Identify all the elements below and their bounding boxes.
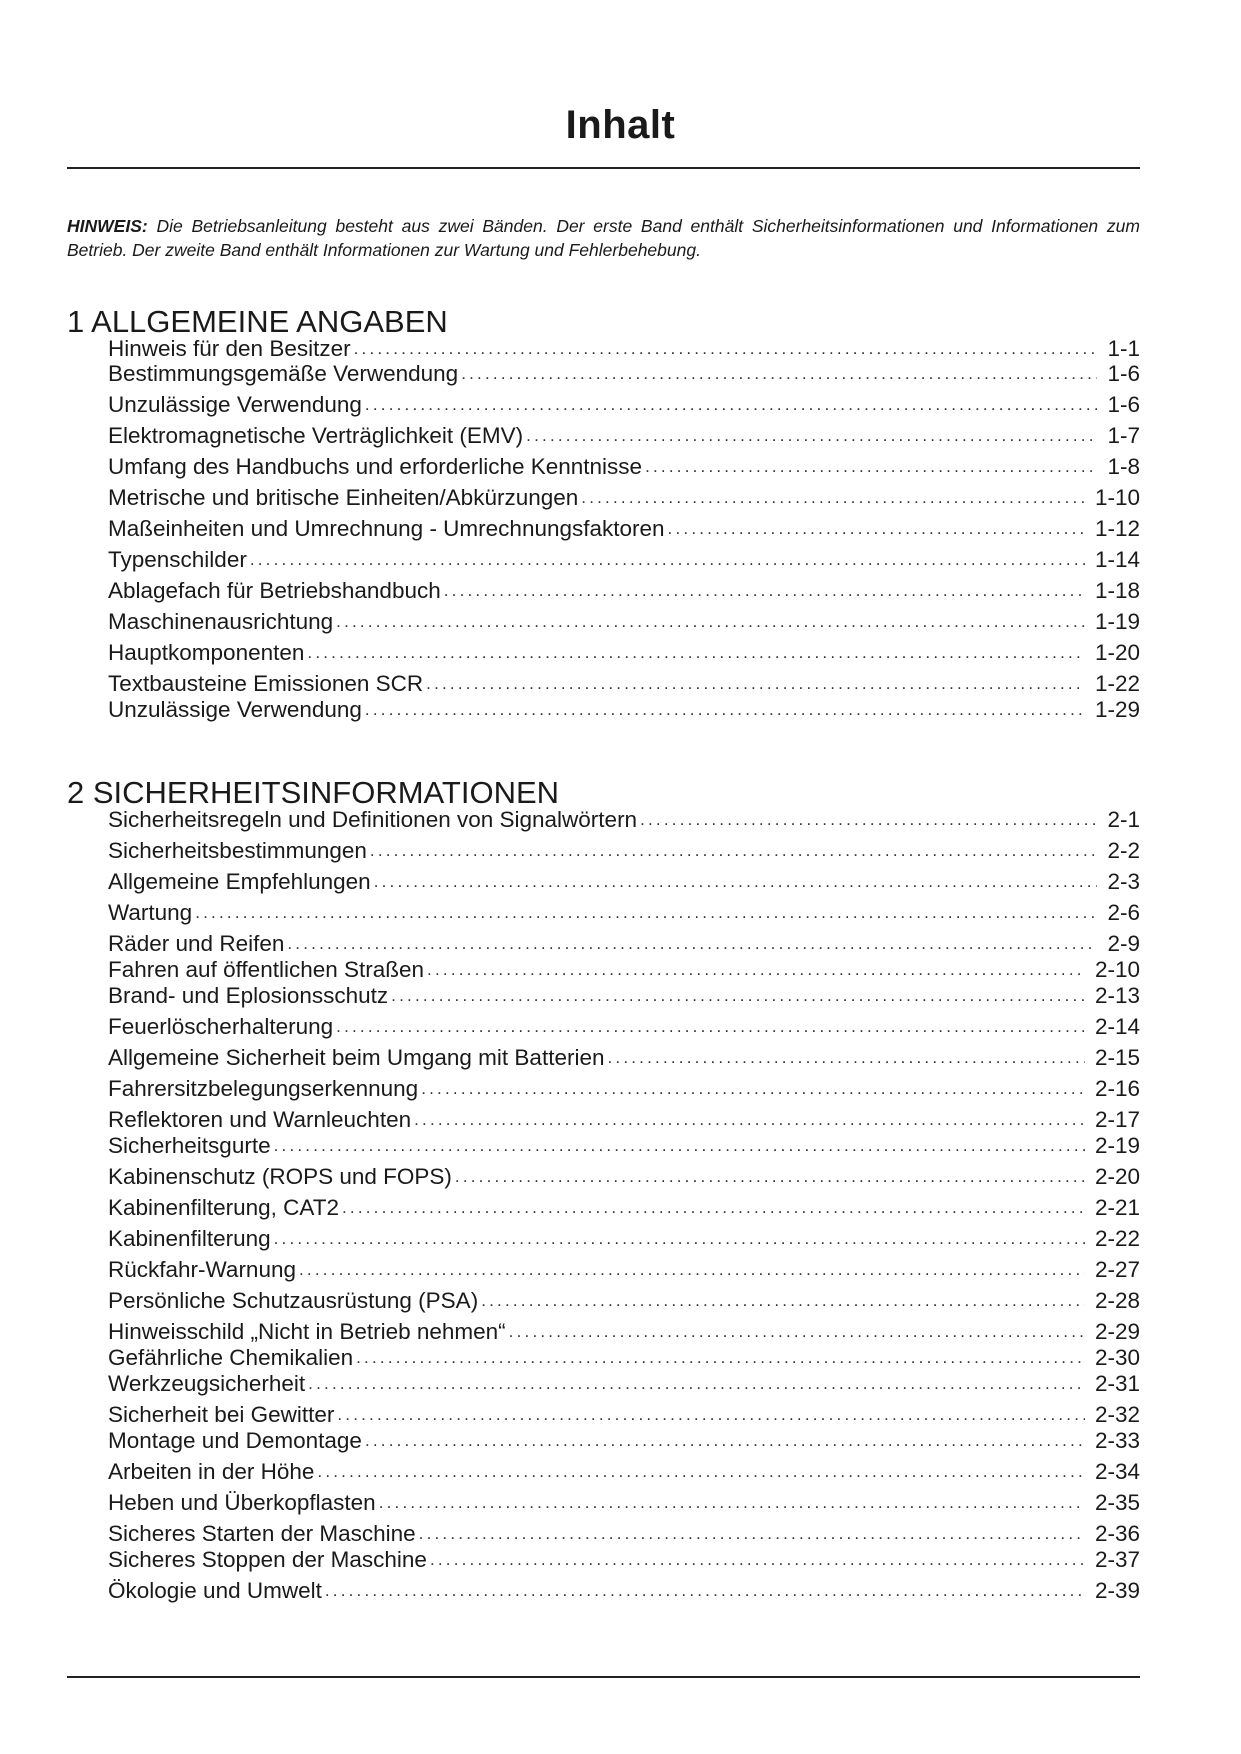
toc-entry-page: 1-18	[1094, 578, 1140, 603]
dot-leader	[274, 1132, 1085, 1160]
note-label: HINWEIS:	[67, 216, 148, 236]
toc-entry-title: Heben und Überkopflasten	[108, 1490, 376, 1515]
toc-entry-title: Kabinenfilterung, CAT2	[108, 1195, 339, 1220]
dot-leader	[379, 1489, 1085, 1517]
title-divider	[67, 167, 1140, 169]
toc-entry-title: Kabinenschutz (ROPS und FOPS)	[108, 1164, 452, 1189]
dot-leader	[365, 391, 1098, 419]
toc-entry-page: 1-10	[1094, 485, 1140, 510]
toc-entry-page: 2-21	[1094, 1195, 1140, 1220]
dot-leader	[336, 608, 1085, 636]
toc-entry-page: 2-34	[1094, 1459, 1140, 1484]
toc-entry[interactable]	[108, 1285, 1140, 1315]
toc-entry-page: 2-19	[1094, 1133, 1140, 1158]
toc-entry[interactable]	[108, 835, 1140, 865]
dot-leader	[365, 1427, 1085, 1455]
dot-leader	[195, 899, 1097, 927]
toc-entry[interactable]	[108, 1425, 1140, 1455]
toc-entry[interactable]	[108, 1456, 1140, 1486]
toc-entry[interactable]	[108, 1161, 1140, 1191]
dot-leader	[342, 1194, 1085, 1222]
toc-entry-page: 2-17	[1094, 1107, 1140, 1132]
dot-leader	[455, 1163, 1085, 1191]
toc-entry[interactable]	[108, 1073, 1140, 1103]
toc-entry[interactable]	[108, 1487, 1140, 1517]
toc-entry-page: 2-14	[1094, 1014, 1140, 1039]
toc-entry-page: 2-20	[1094, 1164, 1140, 1189]
toc-entry-title: Allgemeine Sicherheit beim Umgang mit Batterien	[108, 1045, 605, 1070]
dot-leader	[250, 546, 1085, 574]
toc-entry-page: 1-7	[1107, 423, 1140, 448]
section-heading-2: 2 SICHERHEITSINFORMATIONEN	[67, 775, 560, 810]
dot-leader	[274, 1225, 1085, 1253]
toc-entry-title: Wartung	[108, 900, 193, 925]
toc-entry-title: Montage und Demontage	[108, 1428, 362, 1453]
toc-entry-page: 2-33	[1094, 1428, 1140, 1453]
toc-entry-title: Ablagefach für Betriebshandbuch	[108, 578, 441, 603]
toc-entry-title: Elektromagnetische Verträglichkeit (EMV)	[108, 423, 524, 448]
toc-entry-page: 2-32	[1094, 1402, 1140, 1427]
toc-entry-title: Rückfahr-Warnung	[108, 1257, 296, 1282]
toc-entry[interactable]	[108, 544, 1140, 574]
dot-leader	[430, 1546, 1085, 1574]
dot-leader	[325, 1577, 1085, 1605]
note-paragraph	[67, 214, 1140, 262]
toc-entry-title: Umfang des Handbuchs und erforderliche Kenntnisse	[108, 454, 643, 479]
toc-entry-title: Gefährliche Chemikalien	[108, 1345, 354, 1370]
toc-entry-title: Werkzeugsicherheit	[108, 1371, 306, 1396]
note-text: Die Betriebsanleitung besteht aus zwei Bänden. Der erste Band enthält Sicherheitsinformationen und Informationen zum Betrieb. Der zweite Band enthält Informationen zur Wartung und Fehlerbehebung.	[67, 216, 1140, 260]
toc-entry-title: Sicherheitsbestimmungen	[108, 838, 367, 863]
dot-leader	[307, 639, 1085, 667]
toc-entry-title: Maschinenausrichtung	[108, 609, 334, 634]
toc-entry-title: Brand- und Eplosionsschutz	[108, 983, 389, 1008]
toc-entry[interactable]	[108, 866, 1140, 896]
toc-entry-page: 1-20	[1094, 640, 1140, 665]
toc-entry-page: 2-30	[1094, 1345, 1140, 1370]
toc-entry[interactable]	[108, 1042, 1140, 1072]
dot-leader	[668, 515, 1085, 543]
toc-entry-page: 2-16	[1094, 1076, 1140, 1101]
toc-entry-page: 1-19	[1094, 609, 1140, 634]
toc-entry[interactable]	[108, 897, 1140, 927]
toc-entry[interactable]	[108, 1544, 1140, 1574]
toc-entry[interactable]	[108, 513, 1140, 543]
toc-entry-page: 1-1	[1107, 336, 1140, 361]
toc-entry-page: 2-22	[1094, 1226, 1140, 1251]
dot-leader	[645, 453, 1097, 481]
toc-entry-title: Typenschilder	[108, 547, 247, 572]
toc-entry-page: 2-37	[1094, 1547, 1140, 1572]
toc-entry-title: Allgemeine Empfehlungen	[108, 869, 371, 894]
toc-entry[interactable]	[108, 451, 1140, 481]
dot-leader	[317, 1458, 1085, 1486]
toc-entry-page: 2-6	[1107, 900, 1140, 925]
dot-leader	[370, 837, 1098, 865]
toc-entry-page: 1-8	[1107, 454, 1140, 479]
dot-leader	[444, 577, 1085, 605]
toc-entry-title: Bestimmungsgemäße Verwendung	[108, 361, 459, 386]
section-heading-1: 1 ALLGEMEINE ANGABEN	[67, 304, 448, 339]
toc-entry-title: Fahren auf öffentlichen Straßen	[108, 957, 425, 982]
toc-entry-page: 2-13	[1094, 983, 1140, 1008]
toc-entry[interactable]	[108, 1011, 1140, 1041]
toc-entry[interactable]	[108, 1575, 1140, 1605]
toc-entry-title: Unzulässige Verwendung	[108, 392, 362, 417]
dot-leader	[336, 1013, 1085, 1041]
toc-entry[interactable]	[108, 1223, 1140, 1253]
toc-entry-page: 1-12	[1094, 516, 1140, 541]
dot-leader	[299, 1256, 1085, 1284]
dot-leader	[481, 1287, 1085, 1315]
toc-entry-page: 2-10	[1094, 957, 1140, 982]
toc-entry-page: 2-3	[1107, 869, 1140, 894]
toc-entry-title: Fahrersitzbelegungserkennung	[108, 1076, 419, 1101]
toc-entry[interactable]	[108, 694, 1140, 724]
toc-entry-page: 2-35	[1094, 1490, 1140, 1515]
toc-entry[interactable]	[108, 1368, 1140, 1398]
toc-entry-title: Metrische und britische Einheiten/Abkürzungen	[108, 485, 579, 510]
toc-entry[interactable]	[108, 482, 1140, 512]
toc-entry-page: 2-31	[1094, 1371, 1140, 1396]
toc-entry-page: 2-9	[1107, 931, 1140, 956]
toc-entry-page: 2-36	[1094, 1521, 1140, 1546]
toc-entry-page: 2-39	[1094, 1578, 1140, 1603]
toc-entry[interactable]	[108, 606, 1140, 636]
toc-entry-title: Hauptkomponenten	[108, 640, 305, 665]
toc-entry-title: Feuerlöscherhalterung	[108, 1014, 334, 1039]
page-title: Inhalt	[565, 103, 676, 147]
toc-entry-page: 2-1	[1107, 807, 1140, 832]
toc-entry-title: Sicherheit bei Gewitter	[108, 1402, 335, 1427]
dot-leader	[640, 806, 1097, 834]
dot-leader	[308, 1370, 1085, 1398]
dot-leader	[391, 982, 1085, 1010]
dot-leader	[365, 696, 1085, 724]
dot-leader	[526, 422, 1097, 450]
toc-entry-title: Ökologie und Umwelt	[108, 1578, 322, 1603]
toc-entry-title: Hinweis für den Besitzer	[108, 336, 351, 361]
toc-entry[interactable]	[108, 1254, 1140, 1284]
toc-entry[interactable]	[108, 804, 1140, 834]
toc-entry-page: 1-6	[1107, 392, 1140, 417]
toc-entry-page: 2-27	[1094, 1257, 1140, 1282]
toc-entry-page: 2-29	[1094, 1319, 1140, 1344]
toc-entry-page: 2-2	[1107, 838, 1140, 863]
toc-entry-page: 1-29	[1094, 697, 1140, 722]
toc-entry-page: 1-6	[1107, 361, 1140, 386]
toc-entry-title: Reflektoren und Warnleuchten	[108, 1107, 412, 1132]
toc-entry-page: 2-15	[1094, 1045, 1140, 1070]
toc-entry-title: Arbeiten in der Höhe	[108, 1459, 315, 1484]
toc-entry[interactable]	[108, 358, 1140, 388]
dot-leader	[607, 1044, 1084, 1072]
dot-leader	[374, 868, 1098, 896]
toc-entry-title: Textbausteine Emissionen SCR	[108, 671, 424, 696]
dot-leader	[421, 1075, 1085, 1103]
toc-entry[interactable]	[108, 1130, 1140, 1160]
toc-entry-page: 1-14	[1094, 547, 1140, 572]
dot-leader	[581, 484, 1085, 512]
toc-entry[interactable]	[108, 575, 1140, 605]
toc-entry[interactable]	[108, 420, 1140, 450]
toc-entry-title: Hinweisschild „Nicht in Betrieb nehmen“	[108, 1319, 506, 1344]
toc-entry-title: Sicheres Starten der Maschine	[108, 1521, 416, 1546]
toc-entry-title: Kabinenfilterung	[108, 1226, 271, 1251]
toc-entry-title: Sicheres Stoppen der Maschine	[108, 1547, 427, 1572]
toc-entry[interactable]	[108, 1192, 1140, 1222]
toc-entry-title: Sicherheitsgurte	[108, 1133, 271, 1158]
toc-entry-title: Sicherheitsregeln und Definitionen von Signalwörtern	[108, 807, 638, 832]
dot-leader	[461, 360, 1097, 388]
toc-entry[interactable]	[108, 389, 1140, 419]
toc-entry-title: Räder und Reifen	[108, 931, 285, 956]
toc-entry-title: Unzulässige Verwendung	[108, 697, 362, 722]
footer-divider	[67, 1676, 1140, 1678]
toc-entry[interactable]	[108, 637, 1140, 667]
toc-entry-title: Persönliche Schutzausrüstung (PSA)	[108, 1288, 479, 1313]
toc-entry-page: 1-22	[1094, 671, 1140, 696]
toc-entry[interactable]	[108, 980, 1140, 1010]
toc-entry-title: Maßeinheiten und Umrechnung - Umrechnungsfaktoren	[108, 516, 665, 541]
toc-entry-page: 2-28	[1094, 1288, 1140, 1313]
